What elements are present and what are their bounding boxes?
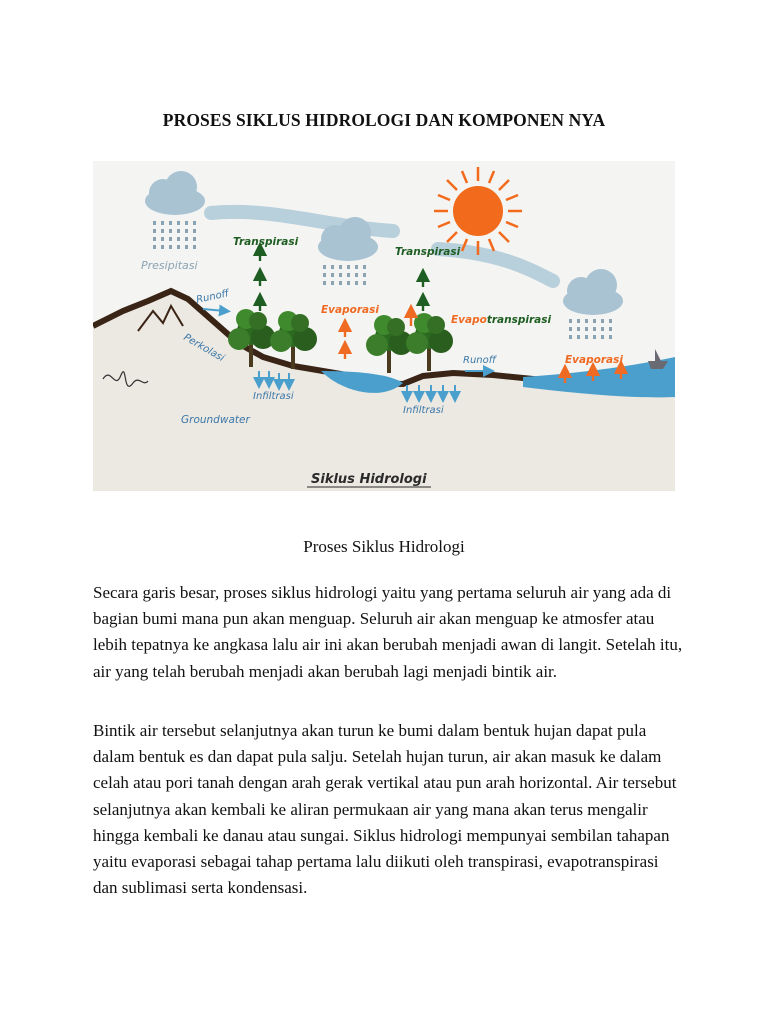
label-transpirasi-part: transpirasi [486,314,552,326]
label-evaporasi-1: Evaporasi [321,304,379,316]
page-title: PROSES SIKLUS HIDROLOGI DAN KOMPONEN NYA [162,110,606,130]
label-infiltrasi-1: Infiltrasi [253,391,294,402]
paragraph-2: Bintik air tersebut selanjutnya akan turun ke bumi dalam bentuk hujan dapat pula dalam bentuk es dan dapat pula salju. Setelah hujan turun, air akan masuk ke dalam celah atau pori tanah dengan arah gerak vertikal atau pun arah horizontal. Air tersebut selanjutnya akan kembali ke aliran permukaan air yang mana akan terus mengalir hingga kembali ke danau atau sungai. Siklus hidrologi mempunyai sembilan tahapan yaitu evaporasi sebagai tahap pertama lalu diikuti oleh transpirasi, evapotranspirasi dan sublimasi serta kondensasi. [93,721,677,898]
label-transpirasi-2: Transpirasi [395,246,461,258]
label-presipitasi: Presipitasi [141,259,198,272]
hydrologic-cycle-diagram [93,161,675,491]
sun-icon [434,167,522,255]
figure-caption: Proses Siklus Hidrologi [303,537,465,556]
diagram-title: Siklus Hidrologi [311,472,427,487]
label-groundwater: Groundwater [181,414,250,426]
label-runoff-1: Runoff [195,288,230,306]
label-evapo: Evapo [451,314,487,326]
label-infiltrasi-2: Infiltrasi [403,405,444,416]
cloud-icon [563,269,623,339]
paragraph-1: Secara garis besar, proses siklus hidrologi yaitu yang pertama seluruh air yang ada di bagian bumi mana pun akan menguap. Seluruh air akan menguap ke atmosfer atau lebih tepatnya ke angkasa lalu air ini akan berubah menjadi awan di langit. Setelah itu, air yang telah berubah menjadi akan berubah lagi menjadi bintik air. [93,583,683,681]
label-evapotranspirasi [451,314,551,326]
label-transpirasi-1: Transpirasi [233,236,299,248]
label-runoff-2: Runoff [463,355,496,366]
cloud-icon [145,171,205,249]
label-perkolasi: Perkolasi [181,332,227,365]
label-evaporasi-2: Evaporasi [565,354,623,366]
